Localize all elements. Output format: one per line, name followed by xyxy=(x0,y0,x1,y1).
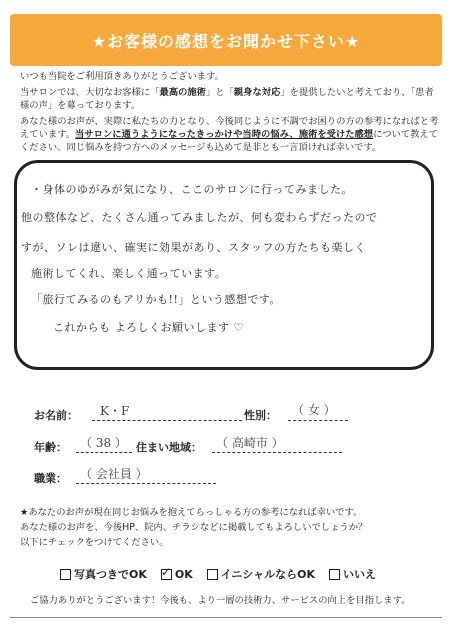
header-banner xyxy=(10,14,442,66)
name-label: お名前： xyxy=(34,409,78,422)
job-label: 職業： xyxy=(34,472,67,485)
message-line: ・身体のゆがみが気になり、ここのサロンに行ってみました。 xyxy=(31,183,353,196)
gender-value: （ 女 ） xyxy=(292,403,336,417)
intro-request: あなた様のお声が、実際に私たちの力となり、今後同じように不調でお困りの方の参考になればと考えています。当サロンに通うようになったきっかけや当時の悩み、施術を受けた感想について教えてください。同じ悩みを持つ方へのメッセージも込めて是非とも一言頂ければ幸いです。 xyxy=(20,116,439,153)
intro-purpose: 当サロンでは、大切なお客様に「最高の施術」と「親身な対応」を提供したいと考えており、「患者様の声」を募っております。 xyxy=(20,87,434,111)
checkmark-icon: ✓ xyxy=(160,564,171,579)
message-line: 施術してくれ、楽しく通っています。 xyxy=(31,267,227,280)
age-value: （ 38 ） xyxy=(80,436,127,450)
banner-title: ★お客様の感想をお聞かせ下さい★ xyxy=(91,31,361,51)
checkbox[interactable] xyxy=(207,569,218,580)
thanks-text: ご協力ありがとうございます！今後も、より一層の技術力、サービスの向上を目指します。 xyxy=(30,595,411,606)
gender-label: 性別： xyxy=(244,409,277,422)
job-value: （ 会社員 ） xyxy=(80,467,148,481)
address-label: 住まい地域： xyxy=(136,441,202,454)
note-line: あなた様のお声を、今後HP、院内、チラシなどに掲載してもよろしいでしょうか？ xyxy=(20,522,368,533)
name-value: K・F xyxy=(100,404,130,418)
intro-greeting: いつも当院をご利用頂きありがとうございます。 xyxy=(20,71,224,82)
message-line: すが、ソレは違い、確実に効果があり、スタッフの方たちも楽しく xyxy=(21,241,366,254)
consent-notes xyxy=(20,505,440,550)
checkbox[interactable] xyxy=(329,569,340,580)
note-line: ★あなたのお声が現在同じお悩みを抱えてらっしゃる方の参考になれば幸いです。 xyxy=(20,507,363,518)
message-line: これからも よろしくお願いします ♡ xyxy=(53,321,244,334)
address-value: （ 高崎市 ） xyxy=(216,436,284,450)
checkbox-checked[interactable] xyxy=(160,564,172,580)
footer-divider xyxy=(10,617,442,618)
note-line: 以下にチェックをつけてください。 xyxy=(20,537,169,548)
consent-options xyxy=(60,566,376,582)
message-card xyxy=(14,160,434,370)
intro-text xyxy=(20,70,440,157)
message-line: 他の整体など、たくさん通ってみましたが、何も変わらずだったので xyxy=(21,211,378,224)
option-initial-ok[interactable]: イニシャルならOK xyxy=(207,566,315,582)
option-photo-ok[interactable]: 写真つきでOK xyxy=(60,566,147,582)
message-line: 「旅行てみるのもアリかも!!」という感想です。 xyxy=(31,293,282,306)
option-ok[interactable]: ✓ OK xyxy=(160,564,193,581)
checkbox[interactable] xyxy=(60,569,71,580)
age-label: 年齢： xyxy=(34,441,67,454)
option-no[interactable]: いいえ xyxy=(329,566,376,582)
